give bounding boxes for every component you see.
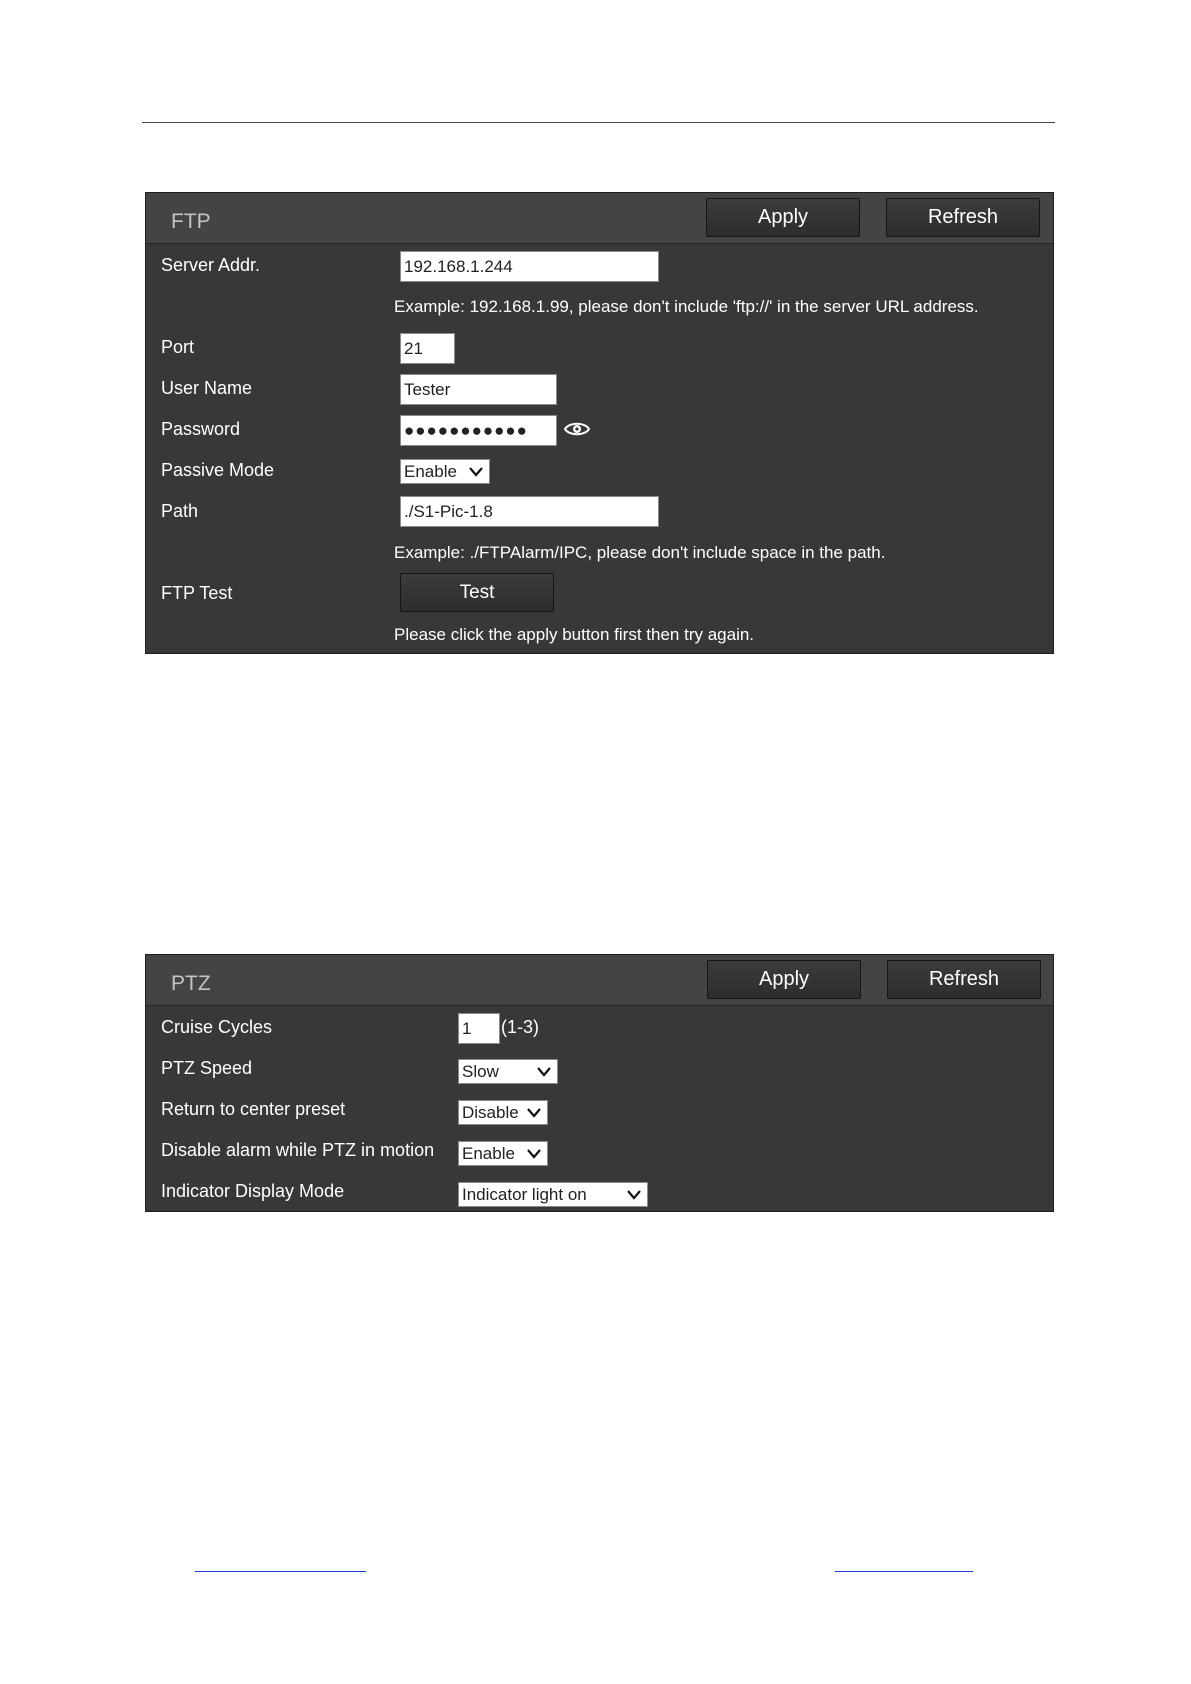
disable-alarm-value: Enable [462, 1144, 515, 1163]
server-addr-hint: Example: 192.168.1.99, please don't include 'ftp://' in the server URL address. [394, 297, 979, 316]
cruise-cycles-label: Cruise Cycles [161, 1017, 273, 1037]
page-top-rule [142, 122, 1055, 123]
ptz-speed-select[interactable] [458, 1059, 558, 1084]
user-name-input[interactable]: Tester [400, 374, 557, 405]
ftp-panel [145, 192, 1054, 654]
return-center-select[interactable] [458, 1100, 548, 1125]
return-center-label: Return to center preset [161, 1099, 346, 1119]
server-addr-label: Server Addr. [161, 255, 261, 275]
disable-alarm-select[interactable] [458, 1141, 548, 1166]
cruise-cycles-input[interactable]: 1 [458, 1013, 500, 1044]
path-input[interactable]: ./S1-Pic-1.8 [400, 496, 659, 527]
port-label: Port [161, 337, 195, 357]
show-password-eye-icon[interactable] [564, 420, 590, 438]
user-name-label: User Name [161, 378, 253, 398]
return-center-value: Disable [462, 1103, 519, 1122]
ptz-speed-label: PTZ Speed [161, 1058, 253, 1078]
ptz-panel-header [146, 955, 1053, 1006]
ftp-test-button[interactable]: Test [400, 573, 554, 612]
chevron-down-icon [625, 1183, 643, 1206]
ftp-panel-header [146, 193, 1053, 244]
footer-link-left[interactable] [195, 1571, 366, 1572]
ptz-panel-title: PTZ [171, 972, 211, 995]
ftp-refresh-button[interactable]: Refresh [886, 198, 1040, 237]
password-label: Password [161, 419, 241, 439]
passive-mode-value: Enable [404, 462, 457, 481]
port-input[interactable]: 21 [400, 333, 455, 364]
ptz-panel [145, 954, 1054, 1212]
passive-mode-label: Passive Mode [161, 460, 275, 480]
path-hint: Example: ./FTPAlarm/IPC, please don't include space in the path. [394, 543, 886, 562]
disable-alarm-label: Disable alarm while PTZ in motion [161, 1140, 435, 1160]
passive-mode-select[interactable] [400, 459, 490, 484]
server-addr-input[interactable]: 192.168.1.244 [400, 251, 659, 282]
ftp-apply-button[interactable]: Apply [706, 198, 860, 237]
footer-link-right[interactable] [835, 1571, 973, 1572]
indicator-mode-value: Indicator light on [462, 1185, 587, 1204]
ftp-test-label: FTP Test [161, 583, 233, 603]
chevron-down-icon [467, 460, 485, 483]
chevron-down-icon [535, 1060, 553, 1083]
path-label: Path [161, 501, 199, 521]
ptz-speed-value: Slow [462, 1062, 499, 1081]
indicator-mode-select[interactable] [458, 1182, 648, 1207]
indicator-mode-label: Indicator Display Mode [161, 1181, 345, 1201]
ftp-panel-title: FTP [171, 210, 211, 233]
ptz-apply-button[interactable]: Apply [707, 960, 861, 999]
ptz-refresh-button[interactable]: Refresh [887, 960, 1041, 999]
chevron-down-icon [525, 1142, 543, 1165]
chevron-down-icon [525, 1101, 543, 1124]
password-input[interactable]: ●●●●●●●●●●● [400, 415, 557, 446]
cruise-cycles-range: (1-3) [501, 1017, 540, 1037]
ftp-test-hint: Please click the apply button first then try again. [394, 625, 755, 644]
